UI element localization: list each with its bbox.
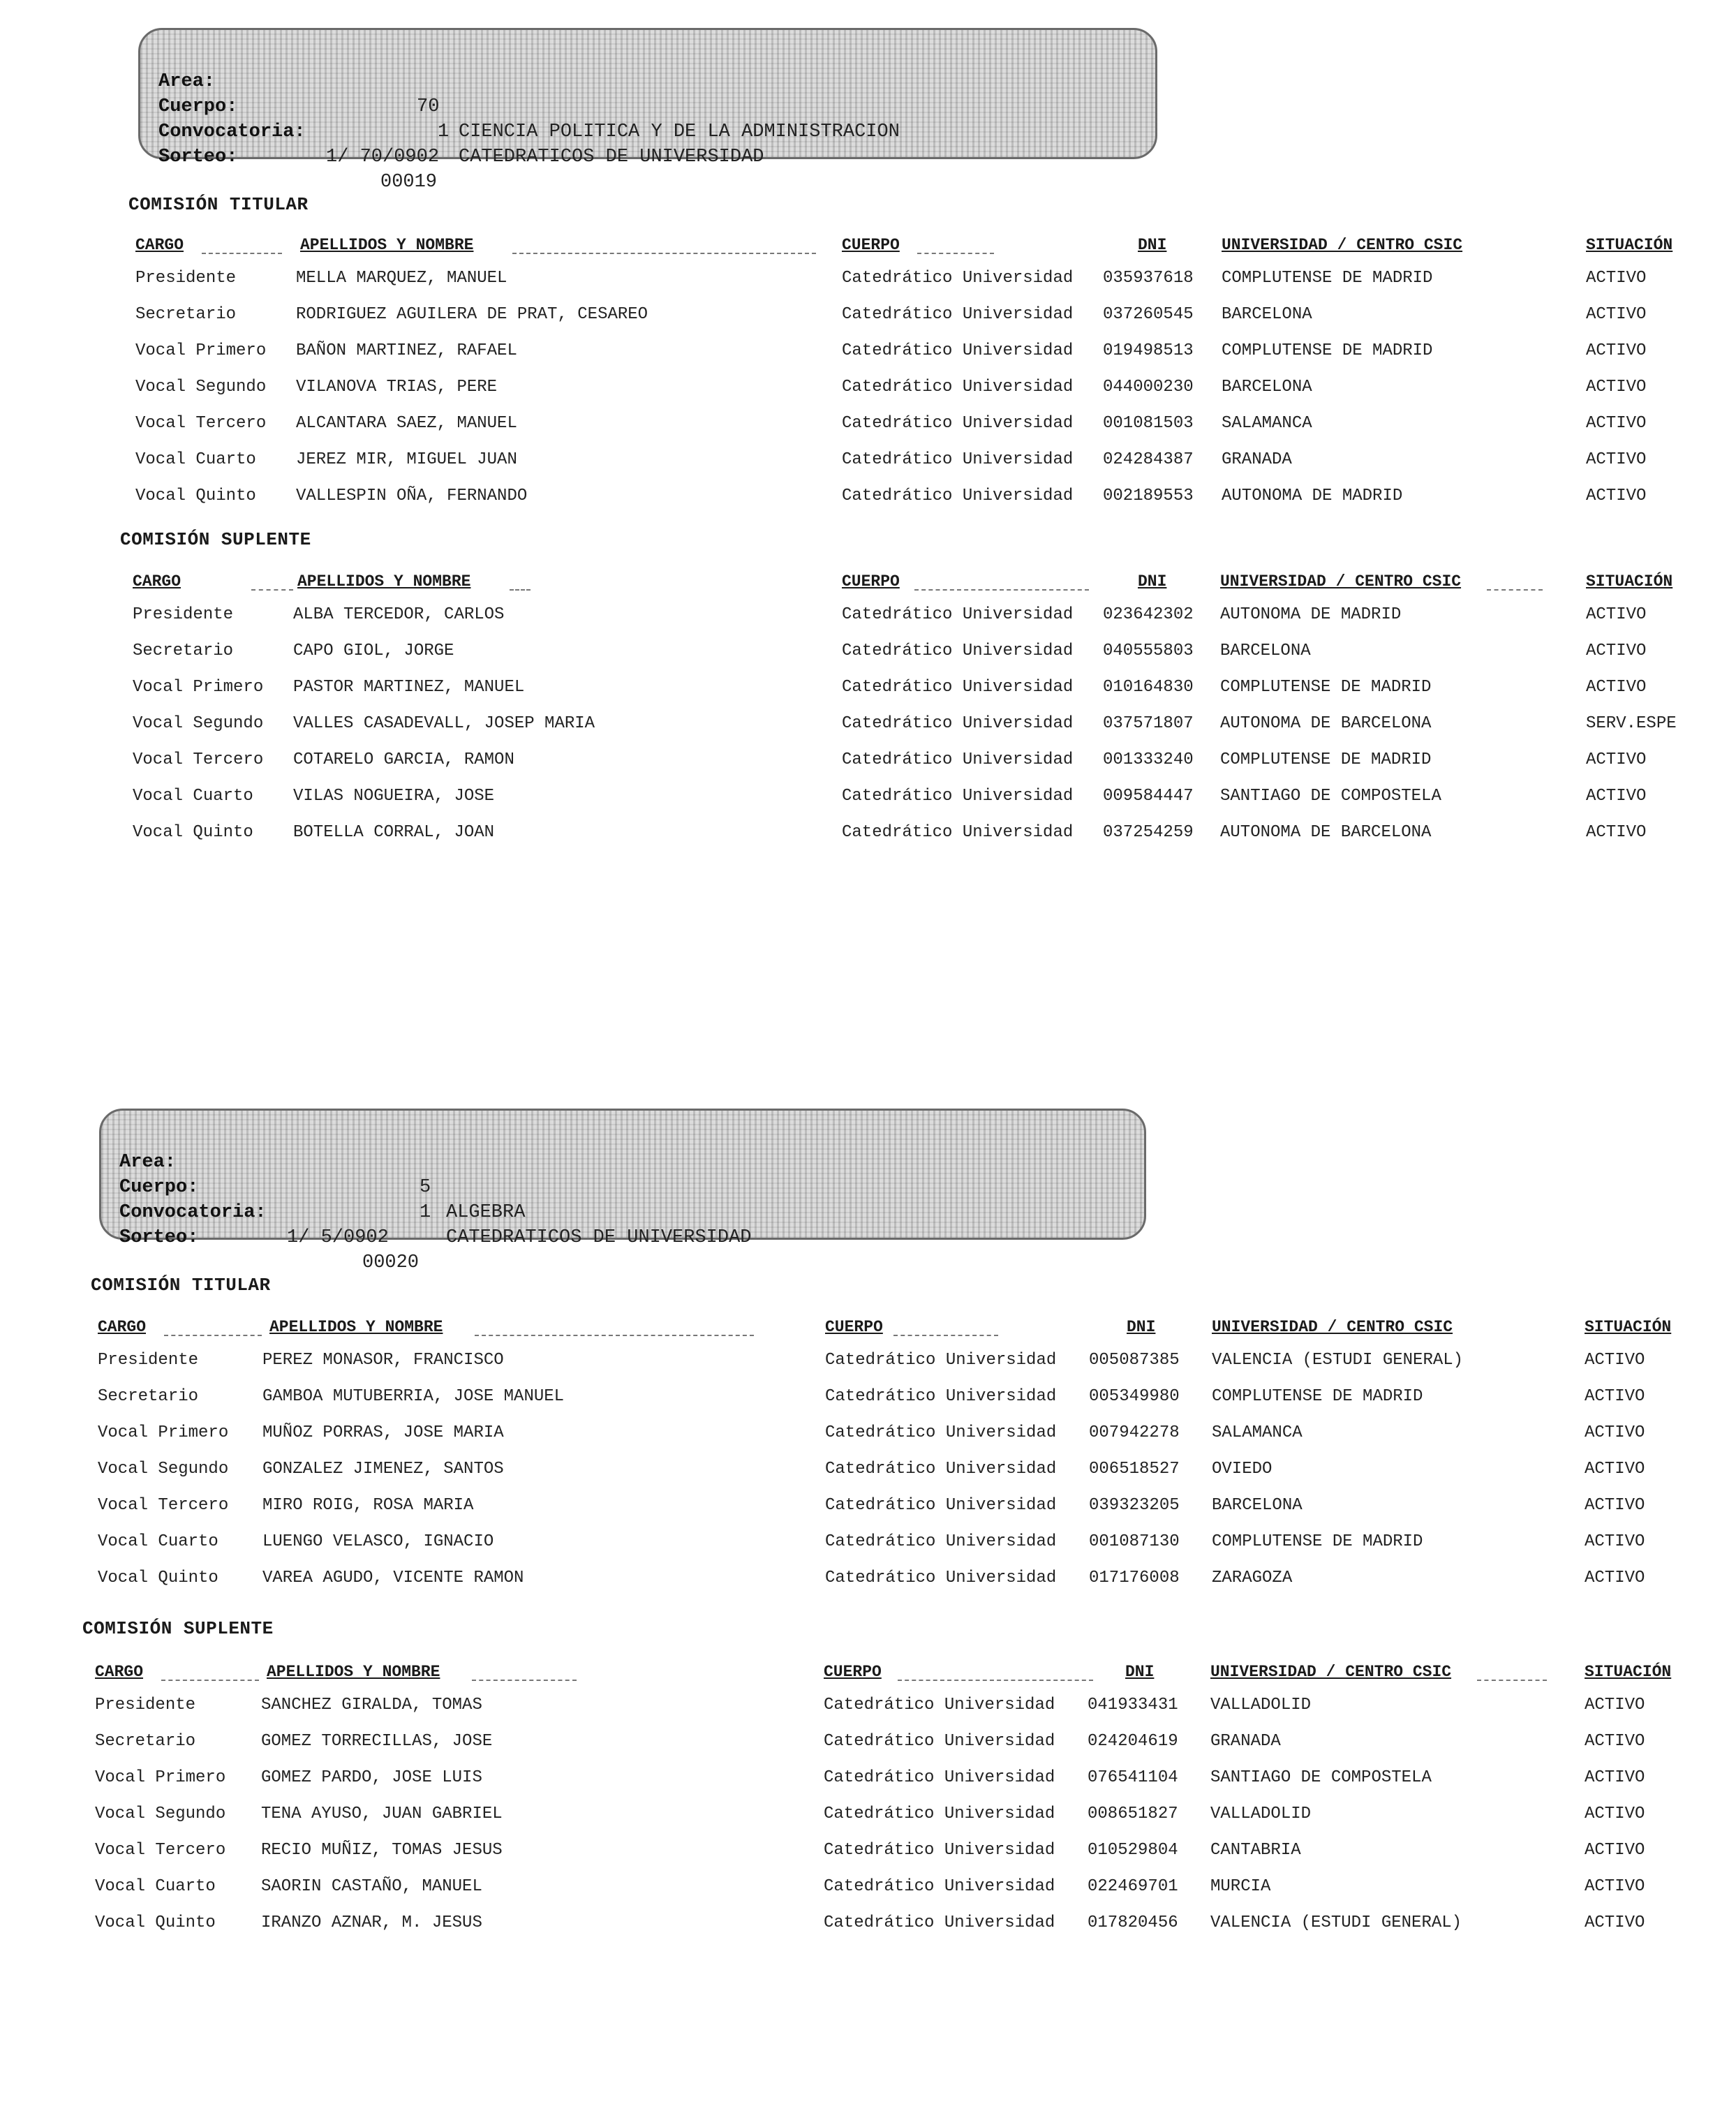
sorteo-value: 00020 <box>362 1252 420 1273</box>
cell-nombre: VILANOVA TRIAS, PERE <box>296 378 498 397</box>
cell-cuerpo: Catedrático Universidad <box>842 414 1074 433</box>
cuerpo-name: CATEDRATICOS DE UNIVERSIDAD <box>446 1227 752 1248</box>
cell-dni: 010164830 <box>1103 678 1194 697</box>
cell-situacion: ACTIVO <box>1585 1768 1645 1787</box>
cell-nombre: BOTELLA CORRAL, JOAN <box>293 823 495 842</box>
cell-situacion: ACTIVO <box>1585 1569 1645 1587</box>
header-box <box>138 28 1157 193</box>
cell-nombre: SAORIN CASTAÑO, MANUEL <box>261 1877 482 1896</box>
cell-dni: 007942278 <box>1089 1423 1180 1442</box>
col-dni: DNI <box>1138 236 1167 254</box>
cell-cuerpo: Catedrático Universidad <box>842 341 1074 360</box>
cell-cuerpo: Catedrático Universidad <box>825 1569 1057 1587</box>
area-name: ALGEBRA <box>446 1202 526 1223</box>
cell-nombre: PEREZ MONASOR, FRANCISCO <box>262 1351 504 1370</box>
cell-dni: 008651827 <box>1088 1805 1178 1823</box>
cell-cargo: Vocal Segundo <box>133 714 264 733</box>
cell-nombre: VALLES CASADEVALL, JOSEP MARIA <box>293 714 595 733</box>
table-row <box>135 334 1736 369</box>
cell-universidad: COMPLUTENSE DE MADRID <box>1220 678 1432 697</box>
cell-nombre: CAPO GIOL, JORGE <box>293 642 454 660</box>
cell-dni: 024284387 <box>1103 450 1194 469</box>
table-row <box>135 370 1736 405</box>
cell-dni: 022469701 <box>1088 1877 1178 1896</box>
cell-universidad: SALAMANCA <box>1212 1423 1303 1442</box>
cell-dni: 005087385 <box>1089 1351 1180 1370</box>
cell-dni: 044000230 <box>1103 378 1194 397</box>
cell-situacion: ACTIVO <box>1585 1877 1645 1896</box>
convocatoria-label: Convocatoria: <box>158 121 306 142</box>
cell-nombre: MELLA MARQUEZ, MANUEL <box>296 269 507 288</box>
header-box <box>99 1109 1146 1273</box>
convocatoria-value: 1/ 70/0902 <box>326 147 440 168</box>
cell-nombre: TENA AYUSO, JUAN GABRIEL <box>261 1805 503 1823</box>
cell-universidad: ZARAGOZA <box>1212 1569 1293 1587</box>
col-situacion: SITUACIÓN <box>1585 1663 1672 1681</box>
cell-cuerpo: Catedrático Universidad <box>842 605 1074 624</box>
table-row <box>135 443 1736 477</box>
cell-dni: 076541104 <box>1088 1768 1178 1787</box>
cell-cargo: Presidente <box>133 605 234 624</box>
area-code: 5 <box>420 1177 431 1198</box>
cell-dni: 017820456 <box>1088 1913 1178 1932</box>
cell-dni: 035937618 <box>1103 269 1194 288</box>
cell-situacion: ACTIVO <box>1586 269 1647 288</box>
cell-nombre: VILAS NOGUEIRA, JOSE <box>293 787 495 806</box>
col-situacion: SITUACIÓN <box>1586 236 1673 254</box>
cell-dni: 009584447 <box>1103 787 1194 806</box>
col-universidad: UNIVERSIDAD / CENTRO CSIC <box>1220 572 1462 591</box>
col-situacion: SITUACIÓN <box>1586 572 1673 591</box>
cell-nombre: JEREZ MIR, MIGUEL JUAN <box>296 450 517 469</box>
cell-universidad: VALLADOLID <box>1210 1805 1312 1823</box>
table-row <box>135 261 1736 296</box>
cell-universidad: VALLADOLID <box>1210 1696 1312 1714</box>
cell-cuerpo: Catedrático Universidad <box>824 1696 1055 1714</box>
cell-cargo: Vocal Tercero <box>133 750 264 769</box>
table-row <box>98 1561 1736 1596</box>
table-row <box>95 1833 1736 1868</box>
cell-dni: 001081503 <box>1103 414 1194 433</box>
table-row <box>95 1869 1736 1904</box>
area-label: Area: <box>158 71 216 92</box>
cell-cargo: Vocal Quinto <box>135 487 256 505</box>
cell-situacion: ACTIVO <box>1585 1496 1645 1515</box>
cell-situacion: ACTIVO <box>1586 341 1647 360</box>
col-apellidos: APELLIDOS Y NOMBRE <box>267 1663 440 1681</box>
cell-dni: 041933431 <box>1088 1696 1178 1714</box>
cell-situacion: ACTIVO <box>1585 1805 1645 1823</box>
cell-universidad: BARCELONA <box>1220 642 1311 660</box>
cell-cuerpo: Catedrático Universidad <box>842 450 1074 469</box>
cell-universidad: BARCELONA <box>1212 1496 1303 1515</box>
col-universidad: UNIVERSIDAD / CENTRO CSIC <box>1212 1318 1453 1336</box>
table-row <box>95 1906 1736 1941</box>
cell-cargo: Vocal Cuarto <box>98 1532 218 1551</box>
cell-cargo: Vocal Segundo <box>95 1805 226 1823</box>
sorteo-value: 00019 <box>380 172 438 193</box>
cell-dni: 001333240 <box>1103 750 1194 769</box>
table-row <box>98 1452 1736 1487</box>
area-name: CIENCIA POLITICA Y DE LA ADMINISTRACION <box>459 121 900 142</box>
cell-cuerpo: Catedrático Universidad <box>824 1913 1055 1932</box>
cell-situacion: ACTIVO <box>1586 787 1647 806</box>
cell-dni: 006518527 <box>1089 1460 1180 1479</box>
cell-dni: 002189553 <box>1103 487 1194 505</box>
cuerpo-code: 1 <box>438 121 450 142</box>
cell-situacion: ACTIVO <box>1585 1460 1645 1479</box>
cell-nombre: GOMEZ PARDO, JOSE LUIS <box>261 1768 482 1787</box>
comision-titular-title: COMISIÓN TITULAR <box>128 194 309 215</box>
table-row <box>95 1797 1736 1832</box>
cell-nombre: MIRO ROIG, ROSA MARIA <box>262 1496 474 1515</box>
cell-dni: 037260545 <box>1103 305 1194 324</box>
table-row <box>95 1761 1736 1795</box>
cell-cargo: Vocal Tercero <box>135 414 267 433</box>
cell-situacion: ACTIVO <box>1585 1841 1645 1860</box>
cell-cargo: Vocal Quinto <box>98 1569 218 1587</box>
cell-nombre: MUÑOZ PORRAS, JOSE MARIA <box>262 1423 504 1442</box>
cell-cuerpo: Catedrático Universidad <box>842 823 1074 842</box>
cell-universidad: CANTABRIA <box>1210 1841 1301 1860</box>
cuerpo-label: Cuerpo: <box>119 1177 199 1198</box>
cell-situacion: ACTIVO <box>1585 1732 1645 1751</box>
cell-universidad: AUTONOMA DE BARCELONA <box>1220 823 1432 842</box>
table-header <box>133 572 1736 598</box>
cell-nombre: ALBA TERCEDOR, CARLOS <box>293 605 505 624</box>
cell-nombre: GONZALEZ JIMENEZ, SANTOS <box>262 1460 504 1479</box>
area-label: Area: <box>119 1152 177 1173</box>
cell-nombre: SANCHEZ GIRALDA, TOMAS <box>261 1696 482 1714</box>
col-cargo: CARGO <box>133 572 181 591</box>
cell-cargo: Presidente <box>98 1351 199 1370</box>
col-universidad: UNIVERSIDAD / CENTRO CSIC <box>1222 236 1463 254</box>
col-dni: DNI <box>1125 1663 1155 1681</box>
cell-cargo: Vocal Segundo <box>135 378 267 397</box>
table-row <box>133 598 1736 632</box>
cell-cuerpo: Catedrático Universidad <box>824 1768 1055 1787</box>
cell-dni: 023642302 <box>1103 605 1194 624</box>
cell-dni: 039323205 <box>1089 1496 1180 1515</box>
cell-dni: 024204619 <box>1088 1732 1178 1751</box>
cell-universidad: COMPLUTENSE DE MADRID <box>1220 750 1432 769</box>
table-row <box>98 1379 1736 1414</box>
col-cuerpo: CUERPO <box>842 236 900 254</box>
cell-nombre: BAÑON MARTINEZ, RAFAEL <box>296 341 517 360</box>
col-cargo: CARGO <box>135 236 184 254</box>
col-apellidos: APELLIDOS Y NOMBRE <box>297 572 471 591</box>
comision-suplente-title: COMISIÓN SUPLENTE <box>82 1618 274 1639</box>
cell-situacion: ACTIVO <box>1586 678 1647 697</box>
cell-cuerpo: Catedrático Universidad <box>842 269 1074 288</box>
table-row <box>135 406 1736 441</box>
cell-universidad: COMPLUTENSE DE MADRID <box>1212 1387 1423 1406</box>
cell-dni: 019498513 <box>1103 341 1194 360</box>
cell-universidad: BARCELONA <box>1222 378 1312 397</box>
cell-universidad: GRANADA <box>1210 1732 1281 1751</box>
cell-dni: 010529804 <box>1088 1841 1178 1860</box>
cell-universidad: MURCIA <box>1210 1877 1271 1896</box>
cell-situacion: ACTIVO <box>1585 1351 1645 1370</box>
cell-nombre: ALCANTARA SAEZ, MANUEL <box>296 414 517 433</box>
cell-cargo: Vocal Tercero <box>98 1496 229 1515</box>
table-row <box>95 1688 1736 1723</box>
convocatoria-value: 1/ 5/0902 <box>287 1227 389 1248</box>
cell-cuerpo: Catedrático Universidad <box>842 305 1074 324</box>
cell-dni: 005349980 <box>1089 1387 1180 1406</box>
cell-dni: 001087130 <box>1089 1532 1180 1551</box>
cell-situacion: ACTIVO <box>1586 414 1647 433</box>
table-row <box>135 479 1736 514</box>
cell-cargo: Vocal Primero <box>98 1423 229 1442</box>
comision-titular-title: COMISIÓN TITULAR <box>91 1275 271 1296</box>
cell-cargo: Secretario <box>133 642 234 660</box>
cell-cuerpo: Catedrático Universidad <box>842 787 1074 806</box>
cell-cargo: Presidente <box>135 269 237 288</box>
cell-situacion: ACTIVO <box>1586 823 1647 842</box>
cell-universidad: OVIEDO <box>1212 1460 1273 1479</box>
table-header <box>98 1318 1736 1343</box>
cell-cuerpo: Catedrático Universidad <box>824 1805 1055 1823</box>
cell-universidad: COMPLUTENSE DE MADRID <box>1212 1532 1423 1551</box>
table-header <box>95 1663 1736 1688</box>
cell-nombre: GAMBOA MUTUBERRIA, JOSE MANUEL <box>262 1387 565 1406</box>
cell-cuerpo: Catedrático Universidad <box>842 750 1074 769</box>
table-row <box>98 1525 1736 1560</box>
cell-universidad: VALENCIA (ESTUDI GENERAL) <box>1210 1913 1462 1932</box>
col-situacion: SITUACIÓN <box>1585 1318 1672 1336</box>
convocatoria-label: Convocatoria: <box>119 1202 267 1223</box>
cell-universidad: SANTIAGO DE COMPOSTELA <box>1210 1768 1432 1787</box>
cell-cargo: Secretario <box>95 1732 196 1751</box>
cell-cuerpo: Catedrático Universidad <box>842 678 1074 697</box>
cell-situacion: ACTIVO <box>1586 378 1647 397</box>
cuerpo-code: 1 <box>420 1202 431 1223</box>
cell-situacion: ACTIVO <box>1586 305 1647 324</box>
cuerpo-name: CATEDRATICOS DE UNIVERSIDAD <box>459 147 764 168</box>
cell-cargo: Vocal Quinto <box>133 823 253 842</box>
cell-cargo: Secretario <box>98 1387 199 1406</box>
cell-cargo: Vocal Cuarto <box>133 787 253 806</box>
cell-nombre: GOMEZ TORRECILLAS, JOSE <box>261 1732 493 1751</box>
cell-nombre: VALLESPIN OÑA, FERNANDO <box>296 487 528 505</box>
cell-situacion: ACTIVO <box>1586 750 1647 769</box>
cell-cuerpo: Catedrático Universidad <box>824 1841 1055 1860</box>
sorteo-label: Sorteo: <box>158 147 238 168</box>
table-row <box>133 815 1736 850</box>
col-universidad: UNIVERSIDAD / CENTRO CSIC <box>1210 1663 1452 1681</box>
cell-nombre: RECIO MUÑIZ, TOMAS JESUS <box>261 1841 503 1860</box>
table-row <box>133 634 1736 669</box>
cell-situacion: ACTIVO <box>1585 1913 1645 1932</box>
cell-universidad: BARCELONA <box>1222 305 1312 324</box>
table-row <box>135 297 1736 332</box>
cell-cargo: Vocal Quinto <box>95 1913 216 1932</box>
cell-nombre: VAREA AGUDO, VICENTE RAMON <box>262 1569 524 1587</box>
table-row <box>133 670 1736 705</box>
cell-situacion: ACTIVO <box>1585 1532 1645 1551</box>
cell-cuerpo: Catedrático Universidad <box>842 378 1074 397</box>
cell-cargo: Presidente <box>95 1696 196 1714</box>
cell-universidad: SALAMANCA <box>1222 414 1312 433</box>
cell-cuerpo: Catedrático Universidad <box>842 487 1074 505</box>
cell-cuerpo: Catedrático Universidad <box>824 1877 1055 1896</box>
table-row <box>133 743 1736 778</box>
cell-cuerpo: Catedrático Universidad <box>842 714 1074 733</box>
comision-suplente-title: COMISIÓN SUPLENTE <box>120 529 311 550</box>
cell-situacion: ACTIVO <box>1585 1696 1645 1714</box>
cell-situacion: ACTIVO <box>1586 487 1647 505</box>
col-cargo: CARGO <box>95 1663 144 1681</box>
cell-cuerpo: Catedrático Universidad <box>825 1496 1057 1515</box>
area-code: 70 <box>417 96 440 117</box>
col-cuerpo: CUERPO <box>825 1318 883 1336</box>
cell-universidad: COMPLUTENSE DE MADRID <box>1222 341 1433 360</box>
cell-universidad: AUTONOMA DE MADRID <box>1222 487 1403 505</box>
col-cuerpo: CUERPO <box>824 1663 882 1681</box>
cell-universidad: COMPLUTENSE DE MADRID <box>1222 269 1433 288</box>
cell-cargo: Vocal Cuarto <box>95 1877 216 1896</box>
table-row <box>95 1724 1736 1759</box>
table-row <box>98 1343 1736 1378</box>
col-cuerpo: CUERPO <box>842 572 900 591</box>
cell-dni: 037571807 <box>1103 714 1194 733</box>
cell-situacion: ACTIVO <box>1585 1387 1645 1406</box>
cell-nombre: COTARELO GARCIA, RAMON <box>293 750 514 769</box>
cell-universidad: AUTONOMA DE MADRID <box>1220 605 1402 624</box>
cell-cargo: Vocal Segundo <box>98 1460 229 1479</box>
cell-cargo: Vocal Primero <box>135 341 267 360</box>
cell-cargo: Vocal Tercero <box>95 1841 226 1860</box>
col-apellidos: APELLIDOS Y NOMBRE <box>269 1318 443 1336</box>
col-apellidos: APELLIDOS Y NOMBRE <box>300 236 474 254</box>
sorteo-label: Sorteo: <box>119 1227 199 1248</box>
cell-situacion: ACTIVO <box>1586 605 1647 624</box>
cell-cuerpo: Catedrático Universidad <box>825 1460 1057 1479</box>
cell-cuerpo: Catedrático Universidad <box>825 1351 1057 1370</box>
cell-nombre: RODRIGUEZ AGUILERA DE PRAT, CESAREO <box>296 305 648 324</box>
cell-cargo: Vocal Primero <box>95 1768 226 1787</box>
table-header <box>135 236 1736 261</box>
cell-cuerpo: Catedrático Universidad <box>824 1732 1055 1751</box>
cell-situacion: SERV.ESPE <box>1586 714 1677 733</box>
cell-nombre: LUENGO VELASCO, IGNACIO <box>262 1532 494 1551</box>
cell-cargo: Vocal Primero <box>133 678 264 697</box>
col-cargo: CARGO <box>98 1318 147 1336</box>
cell-cuerpo: Catedrático Universidad <box>825 1387 1057 1406</box>
cell-situacion: ACTIVO <box>1585 1423 1645 1442</box>
cell-cuerpo: Catedrático Universidad <box>842 642 1074 660</box>
cell-universidad: GRANADA <box>1222 450 1292 469</box>
cell-cargo: Vocal Cuarto <box>135 450 256 469</box>
cell-cargo: Secretario <box>135 305 237 324</box>
table-row <box>98 1488 1736 1523</box>
cell-dni: 017176008 <box>1089 1569 1180 1587</box>
cell-nombre: IRANZO AZNAR, M. JESUS <box>261 1913 482 1932</box>
cell-universidad: AUTONOMA DE BARCELONA <box>1220 714 1432 733</box>
col-dni: DNI <box>1138 572 1167 591</box>
cell-situacion: ACTIVO <box>1586 450 1647 469</box>
cell-universidad: VALENCIA (ESTUDI GENERAL) <box>1212 1351 1464 1370</box>
col-dni: DNI <box>1127 1318 1156 1336</box>
table-row <box>133 706 1736 741</box>
cell-cuerpo: Catedrático Universidad <box>825 1423 1057 1442</box>
cell-nombre: PASTOR MARTINEZ, MANUEL <box>293 678 525 697</box>
cuerpo-label: Cuerpo: <box>158 96 238 117</box>
cell-situacion: ACTIVO <box>1586 642 1647 660</box>
cell-universidad: SANTIAGO DE COMPOSTELA <box>1220 787 1441 806</box>
cell-dni: 037254259 <box>1103 823 1194 842</box>
table-row <box>133 779 1736 814</box>
cell-dni: 040555803 <box>1103 642 1194 660</box>
cell-cuerpo: Catedrático Universidad <box>825 1532 1057 1551</box>
table-row <box>98 1416 1736 1451</box>
